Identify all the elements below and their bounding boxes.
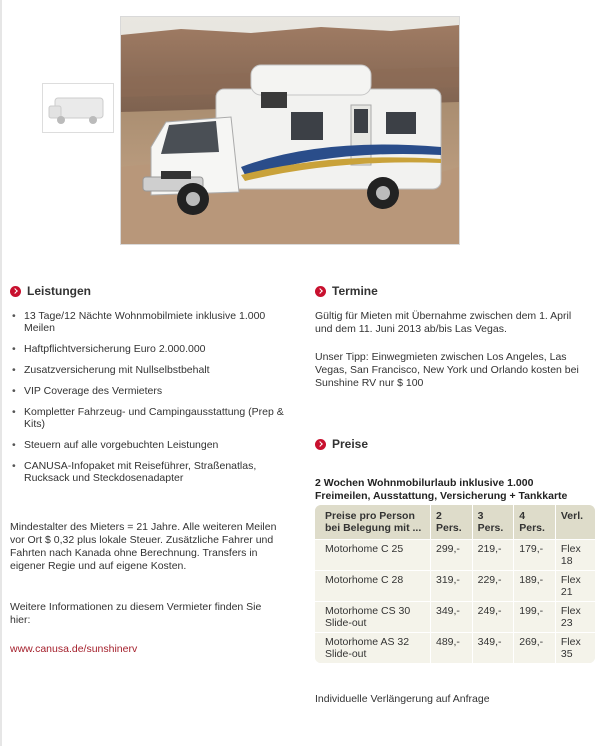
table-cell: 199,-: [514, 602, 556, 633]
mindestalter-text: Mindestalter des Mieters = 21 Jahre. Alle weiteren Meilen vor Ort $ 0,32 plus lokale Steuer. Zusätzliche Fahrer und Fahrten nach Kanada ohne Berechnung. Transfers in eigener Regie und auf eigene Kosten.: [10, 521, 277, 572]
column-header: 3 Pers.: [472, 505, 514, 540]
rv-thumbnail[interactable]: [42, 83, 114, 133]
table-row: [315, 540, 595, 571]
price-table: [315, 505, 595, 663]
preise-heading: [315, 437, 368, 451]
table-cell: 269,-: [514, 633, 556, 664]
table-cell: 349,-: [472, 633, 514, 664]
table-cell: 229,-: [472, 571, 514, 602]
weitere-info-text: Weitere Informationen zu diesem Vermieter finden Sie hier:: [10, 601, 262, 626]
table-cell: 179,-: [514, 540, 556, 571]
table-row: [315, 602, 595, 633]
vermieter-link[interactable]: www.canusa.de/sunshinerv: [10, 643, 138, 655]
price-table-title: 2 Wochen Wohnmobilurlaub inklusive 1.000 Freimeilen, Ausstattung, Versicherung + Tankkarte: [315, 477, 568, 502]
table-cell: Flex 18: [555, 540, 595, 571]
table-cell: Motorhome C 28: [315, 571, 431, 602]
list-item: • 13 Tage/12 Nächte Wohnmobilmiete inklusive 1.000 Meilen: [24, 310, 299, 334]
table-cell: Motorhome C 25: [315, 540, 431, 571]
preise-heading-label: Preise: [332, 437, 369, 451]
table-cell: Motorhome AS 32 Slide-out: [315, 633, 431, 664]
table-cell: 349,-: [431, 602, 473, 633]
arrow-bullet-icon: [315, 286, 326, 297]
termine-heading-label: Termine: [332, 284, 378, 298]
table-cell: 299,-: [431, 540, 473, 571]
termine-heading: [315, 284, 378, 298]
list-item: • Steuern auf alle vorgebuchten Leistungen: [24, 439, 299, 451]
column-header: Verl.: [555, 505, 595, 540]
list-item: • Haftpflichtversicherung Euro 2.000.000: [24, 343, 299, 355]
table-row: [315, 633, 595, 664]
list-item: • CANUSA-Infopaket mit Reiseführer, Straßenatlas, Rucksack und Steckdosenadapter: [24, 460, 299, 484]
table-cell: 219,-: [472, 540, 514, 571]
column-header: 4 Pers.: [514, 505, 556, 540]
leistungen-heading: [10, 284, 91, 298]
arrow-bullet-icon: [315, 439, 326, 450]
leistungen-heading-label: Leistungen: [27, 284, 92, 298]
arrow-bullet-icon: [10, 286, 21, 297]
table-cell: 489,-: [431, 633, 473, 664]
table-cell: 319,-: [431, 571, 473, 602]
table-cell: 189,-: [514, 571, 556, 602]
table-cell: Motorhome CS 30 Slide-out: [315, 602, 431, 633]
table-cell: Flex 23: [555, 602, 595, 633]
list-item: • VIP Coverage des Vermieters: [24, 385, 299, 397]
column-header: 2 Pers.: [431, 505, 473, 540]
tipp-text: Unser Tipp: Einwegmieten zwischen Los Angeles, Las Vegas, San Francisco, New York und Orlando kosten bei Sunshine RV nur $ 100: [315, 351, 579, 389]
table-cell: Flex 21: [555, 571, 595, 602]
leistungen-list: [10, 310, 299, 493]
table-cell: 249,-: [472, 602, 514, 633]
column-header: Preise pro Person bei Belegung mit ...: [315, 505, 431, 540]
verlaengerung-note: Individuelle Verlängerung auf Anfrage: [315, 693, 490, 705]
termine-text: Gültig für Mieten mit Übernahme zwischen dem 1. April und dem 11. Juni 2013 ab/bis Las Vegas.: [315, 310, 572, 335]
table-header-row: [315, 505, 595, 540]
rv-hero-image: [120, 16, 460, 245]
table-cell: Flex 35: [555, 633, 595, 664]
table-row: [315, 571, 595, 602]
list-item: • Kompletter Fahrzeug- und Campingausstattung (Prep & Kits): [24, 406, 299, 430]
list-item: • Zusatzversicherung mit Nullselbstbehalt: [24, 364, 299, 376]
page-left-border: [0, 0, 2, 746]
